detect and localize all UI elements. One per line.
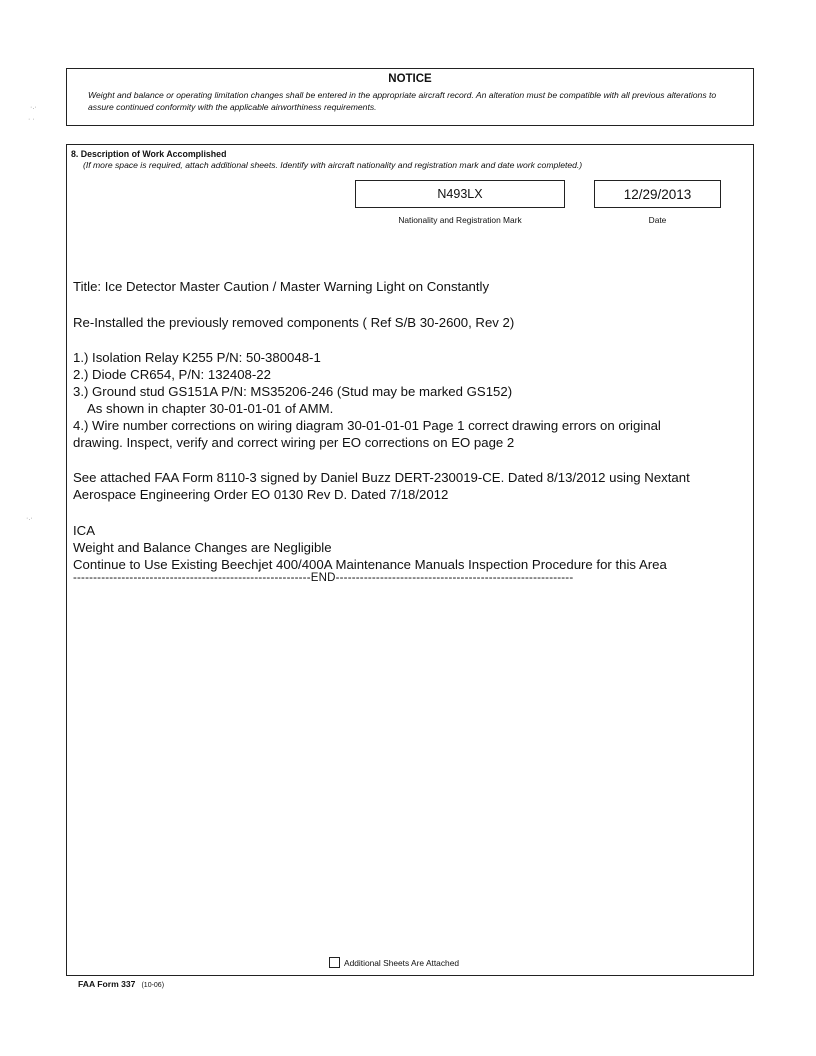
work-title: Title: Ice Detector Master Caution / Master Warning Light on Constantly xyxy=(73,279,490,294)
section-heading: 8. Description of Work Accomplished xyxy=(71,149,227,159)
list-item: 1.) Isolation Relay K255 P/N: 50-380048-1 xyxy=(73,350,321,365)
list-item: 2.) Diode CR654, P/N: 132408-22 xyxy=(73,367,271,382)
description-of-work-box xyxy=(66,144,754,976)
section-instructions: (If more space is required, attach additional sheets. Identify with aircraft nationality and registration mark and date work completed.) xyxy=(83,160,583,170)
notice-text: Weight and balance or operating limitation changes shall be entered in the appropriate aircraft record. An alteration must be compatible with all previous alterations to assure continued conformity with the applicable airworthiness requirements. xyxy=(88,90,717,112)
notice-box xyxy=(66,68,754,126)
form-footer xyxy=(78,979,164,989)
list-item: 4.) Wire number corrections on wiring diagram 30-01-01-01 Page 1 correct drawing errors on original xyxy=(73,418,661,433)
continue-manuals-line: Continue to Use Existing Beechjet 400/400A Maintenance Manuals Inspection Procedure for this Area xyxy=(73,557,667,572)
faa-form-reference: See attached FAA Form 8110-3 signed by Daniel Buzz DERT-230019-CE. Dated 8/13/2012 using Nextant xyxy=(73,470,690,485)
list-item-note: As shown in chapter 30-01-01-01 of AMM. xyxy=(87,401,334,416)
registration-mark-caption: Nationality and Registration Mark xyxy=(398,215,522,225)
reinstall-line: Re-Installed the previously removed components ( Ref S/B 30-2600, Rev 2) xyxy=(73,315,515,330)
list-item-continuation: drawing. Inspect, verify and correct wiring per EO corrections on EO page 2 xyxy=(73,435,515,450)
form-name: FAA Form 337 xyxy=(78,979,136,989)
scan-speck: ·.· xyxy=(30,104,37,111)
date-field[interactable]: 12/29/2013 xyxy=(594,180,721,208)
faa-form-reference-continuation: Aerospace Engineering Order EO 0130 Rev D. Dated 7/18/2012 xyxy=(73,487,449,502)
weight-balance-line: Weight and Balance Changes are Negligible xyxy=(73,540,332,555)
scan-speck: ·.· xyxy=(26,515,33,522)
additional-sheets-checkbox[interactable] xyxy=(329,957,340,968)
scan-speck: · · xyxy=(28,116,35,123)
notice-title: NOTICE xyxy=(388,73,432,85)
additional-sheets-row[interactable] xyxy=(329,957,459,968)
registration-mark-field[interactable]: N493LX xyxy=(355,180,565,208)
additional-sheets-label: Additional Sheets Are Attached xyxy=(344,957,460,968)
form-revision: (10-06) xyxy=(141,982,165,989)
list-item: 3.) Ground stud GS151A P/N: MS35206-246 (Stud may be marked GS152) xyxy=(73,384,513,399)
date-caption: Date xyxy=(648,215,667,225)
ica-heading: ICA xyxy=(73,523,95,538)
end-marker: -----------------------------------------------------------END----------------------------------------------------------- xyxy=(73,572,574,584)
